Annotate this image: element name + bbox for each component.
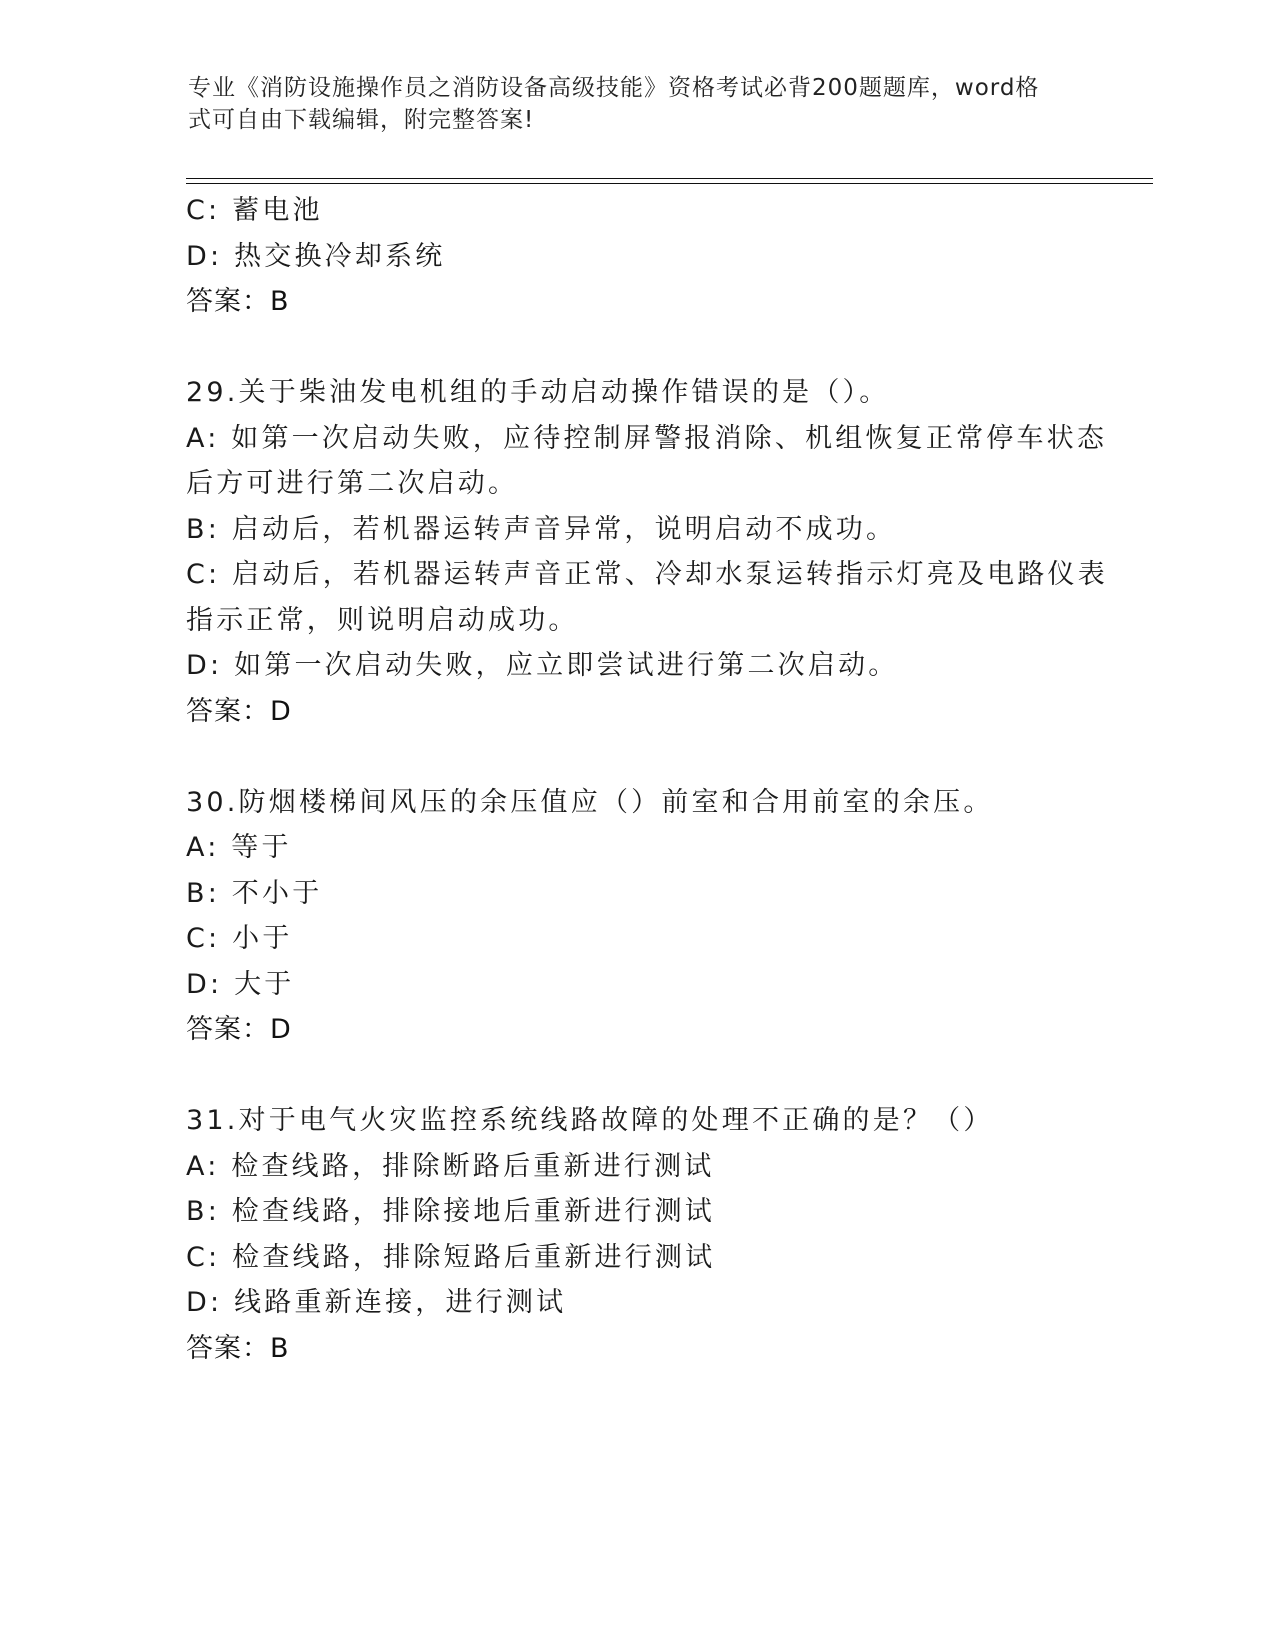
option-line: A: 检查线路，排除断路后重新进行测试: [186, 1150, 715, 1182]
answer-line: 答案：D: [186, 1014, 292, 1045]
question-30: [186, 780, 1086, 1053]
option-line: D: 大于: [186, 968, 295, 1000]
option-line: C: 小于: [186, 923, 293, 954]
question-31: [186, 1098, 1086, 1371]
document-header: [188, 72, 1068, 136]
header-line-2: 式可自由下载编辑，附完整答案!: [188, 107, 535, 133]
answer-line: 答案：B: [186, 1332, 290, 1364]
question-prev-continuation: [186, 188, 1086, 325]
spacer: [186, 1053, 1086, 1099]
header-divider-top: [186, 178, 1153, 179]
option-line: B: 检查线路，排除接地后重新进行测试: [186, 1196, 716, 1227]
option-line: A: 等于: [186, 832, 292, 863]
header-line-1: 专业《消防设施操作员之消防设备高级技能》资格考试必背200题题库，word格: [188, 75, 1040, 101]
option-line: 后方可进行第二次启动。: [186, 468, 519, 499]
spacer: [186, 734, 1086, 780]
spacer: [186, 325, 1086, 371]
question-stem: 29.关于柴油发电机组的手动启动操作错误的是（）。: [186, 377, 890, 408]
option-line: D: 热交换冷却系统: [186, 240, 446, 272]
option-line: C: 检查线路，排除短路后重新进行测试: [186, 1241, 716, 1273]
option-line: B: 不小于: [186, 877, 323, 909]
question-stem: 30.防烟楼梯间风压的余压值应（）前室和合用前室的余压。: [186, 786, 994, 818]
question-stem: 31.对于电气火灾监控系统线路故障的处理不正确的是？（）: [186, 1105, 994, 1136]
document-body: [186, 188, 1108, 1371]
option-line: D: 线路重新连接，进行测试: [186, 1287, 567, 1318]
option-line: A: 如第一次启动失败，应待控制屏警报消除、机组恢复正常停车状态: [186, 422, 1108, 454]
option-line: D: 如第一次启动失败，应立即尝试进行第二次启动。: [186, 650, 899, 681]
question-29: [186, 370, 1108, 734]
answer-line: 答案：B: [186, 286, 290, 317]
option-line: C: 启动后，若机器运转声音正常、冷却水泵运转指示灯亮及电路仪表: [186, 559, 1108, 590]
option-line: 指示正常，则说明启动成功。: [186, 604, 579, 636]
answer-line: 答案：D: [186, 695, 292, 727]
option-line: C: 蓄电池: [186, 195, 323, 226]
header-divider-bottom: [186, 183, 1153, 184]
option-line: B: 启动后，若机器运转声音异常，说明启动不成功。: [186, 513, 897, 545]
